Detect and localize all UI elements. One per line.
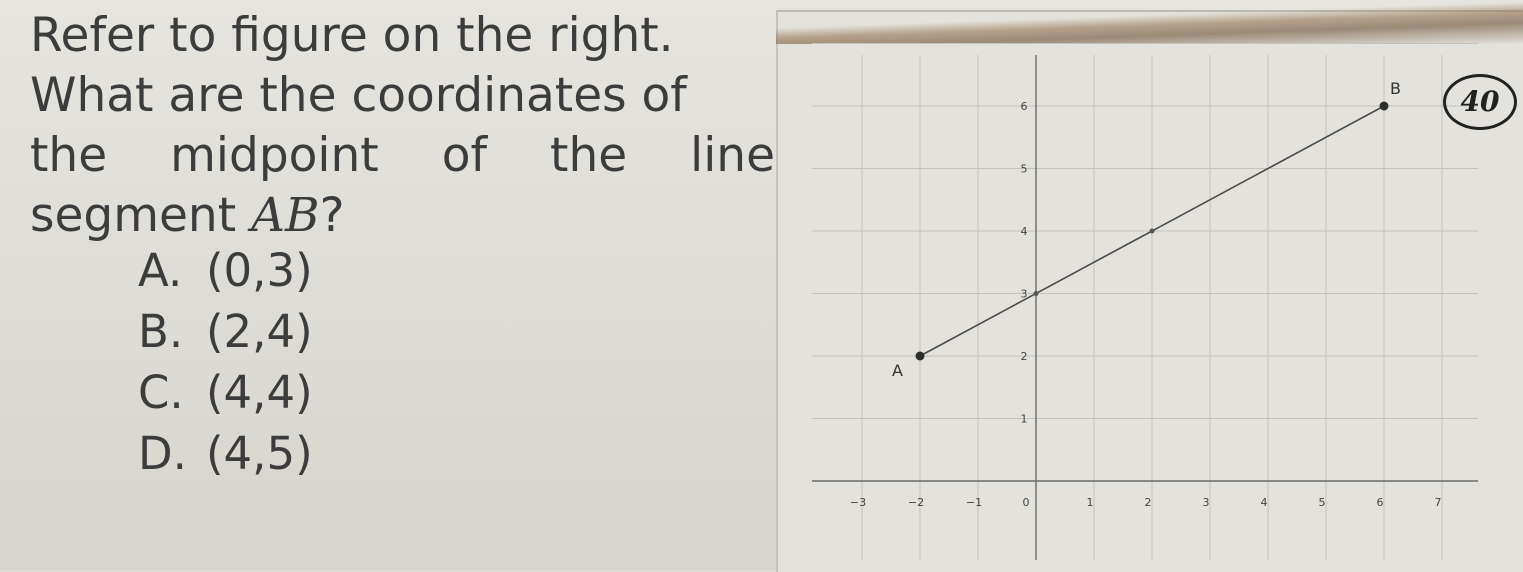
axes [812,55,1478,560]
x-tick-label: −3 [849,496,867,509]
x-tick-label: 4 [1260,496,1268,509]
x-tick-label: −2 [907,496,925,509]
y-tick-label: 2 [1020,350,1028,363]
choice-letter: D. [138,427,187,480]
marked-point [1150,229,1155,234]
question-line-1: Refer to figure on the right. [30,8,674,63]
x-tick-label: 6 [1376,496,1384,509]
point-a [916,352,925,361]
plot [892,79,1401,380]
question-line-2: What are the coordinates of [30,68,687,123]
point-label-b: B [1390,79,1401,98]
choice-text: (4,4) [206,366,313,419]
point-b [1380,102,1389,111]
x-tick-label: 2 [1144,496,1152,509]
choice-letter: B. [138,305,184,358]
segment-variable: AB [251,188,320,243]
x-tick-label: 7 [1434,496,1442,509]
choice-letter: A. [138,244,183,297]
choice-text: (4,5) [206,427,313,480]
x-tick-label: 0 [1022,496,1030,509]
y-tick-label: 4 [1020,225,1028,238]
choice-text: (2,4) [206,305,313,358]
marked-point [1034,291,1039,296]
point-label-a: A [892,361,903,380]
y-tick-label: 5 [1020,162,1028,176]
x-tick-label: 3 [1202,496,1210,509]
y-tick-label: 6 [1020,100,1028,113]
question-line-3: the midpoint of the line [30,128,775,183]
tick-labels [850,100,1442,509]
problem-number-badge: 40 [1443,74,1517,130]
y-tick-label: 3 [1020,287,1028,301]
choice-text: (0,3) [206,244,313,297]
x-tick-label: 5 [1318,496,1326,509]
question-mark: ? [319,188,345,243]
choice-letter: C. [138,366,184,419]
y-tick-label: 1 [1020,412,1028,426]
x-tick-label: 1 [1086,496,1094,509]
question-line-4-prefix: segment [30,188,252,243]
grid [812,44,1478,561]
x-tick-label: −1 [965,496,983,509]
